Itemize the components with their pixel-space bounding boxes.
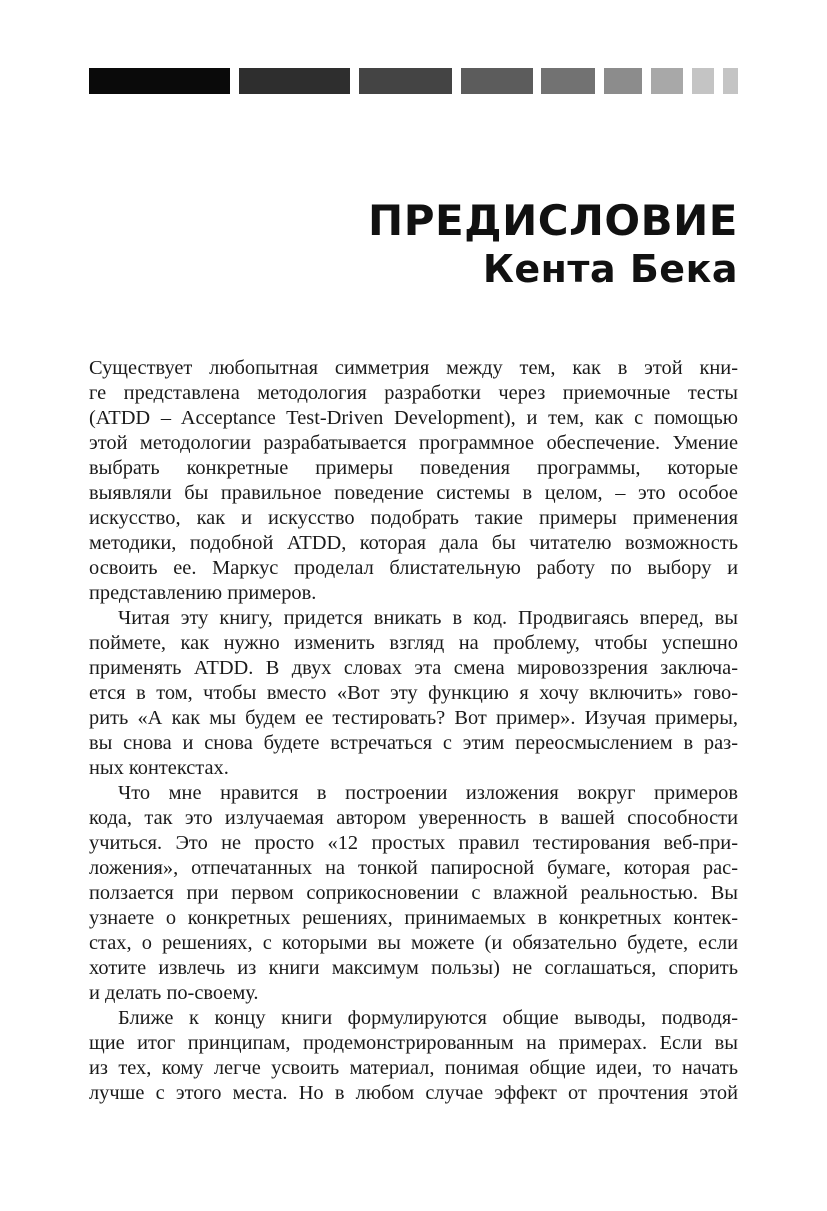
text-line: кода, так это излучаемая автором уверенность в вашей способности <box>89 807 738 829</box>
text-line: ползается при первом соприкосновении с влажной реальностью. Вы <box>89 882 738 904</box>
decorative-header-bars <box>89 68 738 94</box>
text-line: ложения», отпечатанных на тонкой папиросной бумаге, которая рас- <box>89 857 738 879</box>
text-line: ге представлена методология разработки через приемочные тесты <box>89 382 738 404</box>
header-bar-9 <box>723 68 738 94</box>
header-bar-6 <box>604 68 642 94</box>
text-line: рить «А как мы будем ее тестировать? Вот пример». Изучая примеры, <box>89 707 738 729</box>
text-line: учиться. Это не просто «12 простых правил тестирования веб-при- <box>89 832 738 854</box>
text-line: узнаете о конкретных решениях, принимаемых в конкретных контек- <box>89 907 738 929</box>
text-line: хотите извлечь из книги максимум пользы) не соглашаться, спорить <box>89 957 738 979</box>
paragraph <box>89 1006 738 1106</box>
text-line: выявляли бы правильное поведение системы в целом, – это особое <box>89 482 738 504</box>
header-bar-3 <box>359 68 452 94</box>
text-line: методики, подобной ATDD, которая дала бы читателю возможность <box>89 532 738 554</box>
chapter-title-line-2: Кента Бека <box>482 247 738 291</box>
text-line: освоить ее. Маркус проделал блистательную работу по выбору и <box>89 557 738 579</box>
text-line: этой методологии разрабатывается программное обеспечение. Умение <box>89 432 738 454</box>
text-line: применять ATDD. В двух словах эта смена мировоззрения заключа- <box>89 657 738 679</box>
text-line: ных контекстах. <box>89 757 229 779</box>
paragraph <box>89 356 738 606</box>
header-bar-8 <box>692 68 714 94</box>
text-line: щие итог принципам, продемонстрированным на примерах. Если вы <box>89 1032 738 1054</box>
header-bar-4 <box>461 68 533 94</box>
text-line: из тех, кому легче усвоить материал, понимая общие идеи, то начать <box>89 1057 738 1079</box>
paragraph <box>89 606 738 781</box>
text-line: представлению примеров. <box>89 582 317 604</box>
text-line: выбрать конкретные примеры поведения программы, которые <box>89 457 738 479</box>
text-line: Ближе к концу книги формулируются общие выводы, подводя- <box>118 1007 738 1029</box>
text-line: и делать по-своему. <box>89 982 259 1004</box>
body-text <box>89 356 738 1106</box>
text-line: Существует любопытная симметрия между тем, как в этой кни- <box>89 357 738 379</box>
text-line: Читая эту книгу, придется вникать в код. Продвигаясь вперед, вы <box>118 607 738 629</box>
text-line: стах, о решениях, с которыми вы можете (и обязательно будете, если <box>89 932 738 954</box>
text-line: Что мне нравится в построении изложения вокруг примеров <box>118 782 738 804</box>
text-line: ется в том, чтобы вместо «Вот эту функцию я хочу включить» гово- <box>89 682 738 704</box>
text-line: искусство, как и искусство подобрать такие примеры применения <box>89 507 738 529</box>
paragraph <box>89 781 738 1006</box>
text-line: вы снова и снова будете встречаться с этим переосмыслением в раз- <box>89 732 738 754</box>
chapter-title <box>368 196 738 292</box>
header-bar-7 <box>651 68 683 94</box>
header-bar-5 <box>541 68 595 94</box>
text-line: лучше с этого места. Но в любом случае эффект от прочтения этой <box>89 1082 738 1104</box>
header-bar-2 <box>239 68 350 94</box>
header-bar-1 <box>89 68 230 94</box>
text-line: поймете, как нужно изменить взгляд на проблему, чтобы успешно <box>89 632 738 654</box>
chapter-title-line-1: ПРЕДИСЛОВИЕ <box>368 196 738 245</box>
text-line: (ATDD – Acceptance Test-Driven Development), и тем, как с помощью <box>89 407 738 429</box>
